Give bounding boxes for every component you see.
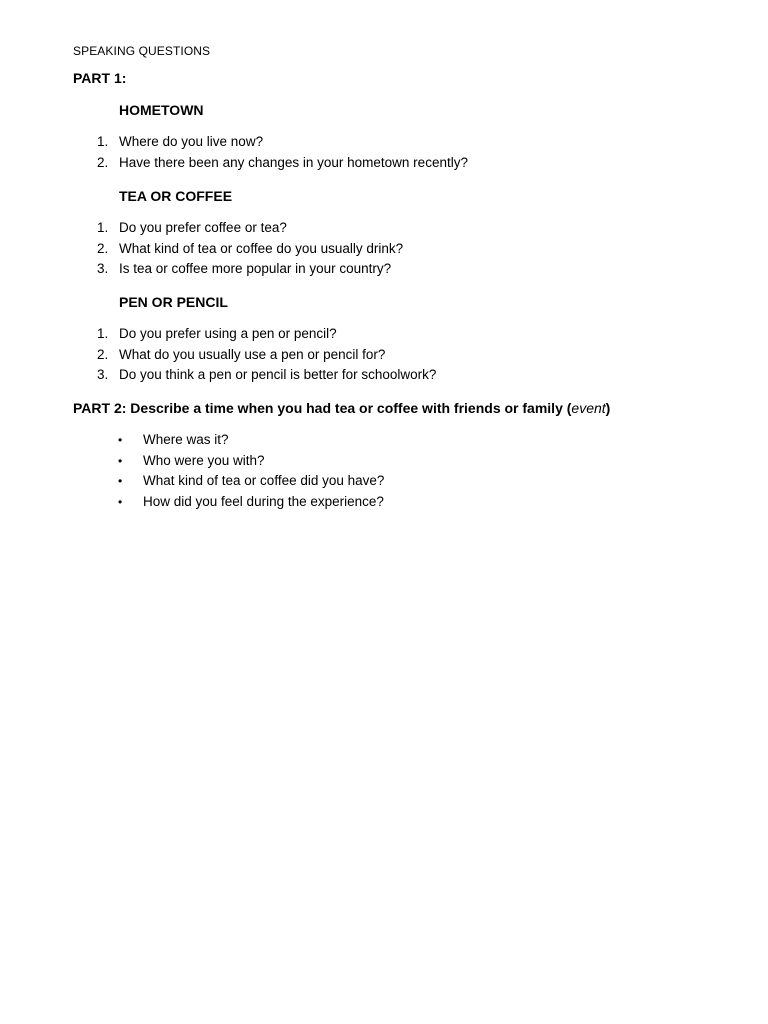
section-heading-tea-or-coffee: TEA OR COFFEE: [119, 188, 233, 204]
list-number: 1.: [97, 220, 109, 235]
bullet-text: How did you feel during the experience?: [143, 494, 384, 510]
document-title: SPEAKING QUESTIONS: [73, 44, 211, 58]
bullet-icon: •: [118, 474, 123, 489]
question-text: What kind of tea or coffee do you usually drink?: [119, 240, 404, 256]
list-number: 3.: [97, 367, 109, 383]
part-2-heading-text: PART 2: Describe a time when you had tea or coffee with friends or family (: [73, 400, 572, 416]
bullet-icon: •: [118, 495, 123, 510]
question-text: Do you prefer coffee or tea?: [119, 220, 287, 235]
question-text: Have there been any changes in your hometown recently?: [119, 154, 468, 170]
question-text: Where do you live now?: [119, 134, 264, 149]
question-text: Do you think a pen or pencil is better for schoolwork?: [119, 367, 437, 383]
part-2-heading-close: ): [605, 400, 611, 416]
question-text: What do you usually use a pen or pencil for?: [119, 346, 386, 362]
list-number: 1.: [97, 326, 109, 341]
part-1-heading: PART 1:: [73, 70, 127, 86]
section-heading-pen-or-pencil: PEN OR PENCIL: [119, 294, 228, 310]
list-number: 3.: [97, 261, 109, 277]
section-heading-hometown: HOMETOWN: [119, 102, 204, 118]
bullet-text: What kind of tea or coffee did you have?: [143, 473, 385, 489]
bullet-icon: •: [118, 433, 123, 447]
bullet-icon: •: [118, 453, 123, 468]
list-number: 2.: [97, 346, 109, 362]
question-text: Is tea or coffee more popular in your country?: [119, 261, 392, 277]
part-2-heading-emphasis: event: [571, 400, 606, 416]
list-number: 2.: [97, 154, 109, 170]
list-number: 2.: [97, 240, 109, 256]
question-text: Do you prefer using a pen or pencil?: [119, 326, 337, 341]
list-number: 1.: [97, 134, 109, 149]
bullet-text: Who were you with?: [143, 452, 265, 468]
bullet-text: Where was it?: [143, 432, 229, 447]
part-2-heading: [73, 399, 610, 417]
